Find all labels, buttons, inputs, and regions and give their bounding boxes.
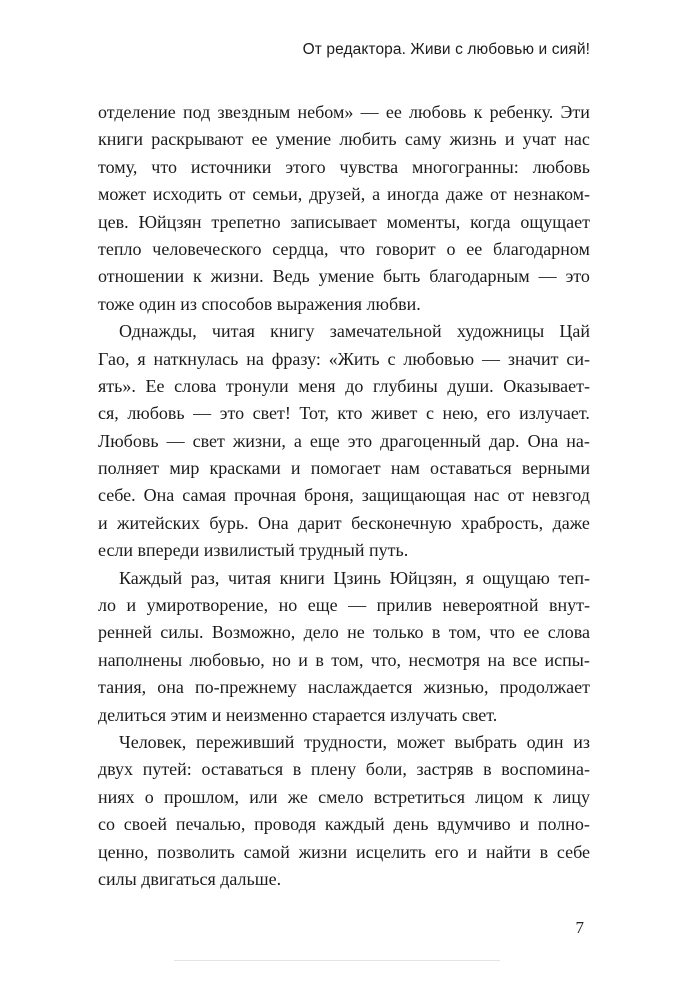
- text-line: делиться этим и неизменно старается излучать свет.: [98, 704, 498, 725]
- text-line: тоже один из способов выражения любви.: [98, 293, 421, 314]
- text-line: цев. Юйцзян трепетно записывает моменты, когда ощущает: [98, 211, 590, 232]
- page-divider: [174, 960, 500, 961]
- text-line: тому, что источники этого чувства многогранны: любовь: [98, 156, 590, 177]
- text-line: ниях о прошлом, или же смело встретиться лицом к лицу: [98, 786, 590, 807]
- paragraph: [98, 565, 590, 729]
- text-line: Гао, я наткнулась на фразу: «Жить с любовью — значит си-: [98, 348, 590, 369]
- paragraph: [98, 99, 590, 318]
- text-line: и житейских бурь. Она дарит бесконечную храбрость, даже: [98, 512, 590, 533]
- text-line: книги раскрывают ее умение любить саму жизнь и учат нас: [98, 129, 590, 150]
- text-line: Любовь — свет жизни, а еще это драгоценный дар. Она на-: [98, 430, 590, 451]
- text-line: тания, она по-прежнему наслаждается жизнью, продолжает: [98, 677, 590, 698]
- text-line: полняет мир красками и помогает нам оставаться верными: [98, 458, 590, 479]
- text-line: тепло человеческого сердца, что говорит о ее благодарном: [98, 238, 590, 259]
- text-line: силы двигаться дальше.: [98, 868, 282, 889]
- text-line: двух путей: оставаться в плену боли, застряв в воспомина-: [98, 759, 590, 780]
- page-number: 7: [575, 918, 584, 937]
- text-line: со своей печалью, проводя каждый день вдумчиво и полно-: [98, 814, 590, 835]
- text-line: наполнены любовью, но и в том, что, несмотря на все испы-: [98, 649, 590, 670]
- text-line: если впереди извилистый трудный путь.: [98, 540, 409, 561]
- text-line: отделение под звездным небом» — ее любовь к ребенку. Эти: [98, 102, 590, 122]
- text-line: себе. Она самая прочная броня, защищающая нас от невзгод: [98, 485, 590, 506]
- text-line: Каждый раз, читая книги Цзинь Юйцзян, я ощущаю теп-: [119, 567, 590, 588]
- text-line: Человек, переживший трудности, может выбрать один из: [119, 731, 590, 752]
- text-line: ценно, позволить самой жизни исцелить его и найти в себе: [98, 841, 590, 862]
- running-header: От редактора. Живи с любовью и сияй!: [302, 41, 590, 58]
- text-line: Однажды, читая книгу замечательной художницы Цай: [119, 321, 590, 342]
- text-block: [98, 99, 590, 893]
- paragraph: [98, 318, 590, 565]
- text-line: ло и умиротворение, но еще — прилив невероятной внут-: [98, 595, 590, 616]
- text-line: ся, любовь — это свет! Тот, кто живет с нею, его излучает.: [98, 403, 590, 424]
- text-line: может исходить от семьи, друзей, а иногда даже от незнаком-: [98, 184, 590, 205]
- text-line: ренней силы. Возможно, дело не только в том, что ее слова: [98, 622, 590, 643]
- text-line: ять». Ее слова тронули меня до глубины души. Оказывает-: [98, 375, 590, 396]
- text-line: отношении к жизни. Ведь умение быть благодарным — это: [98, 266, 590, 287]
- paragraph: [98, 729, 590, 893]
